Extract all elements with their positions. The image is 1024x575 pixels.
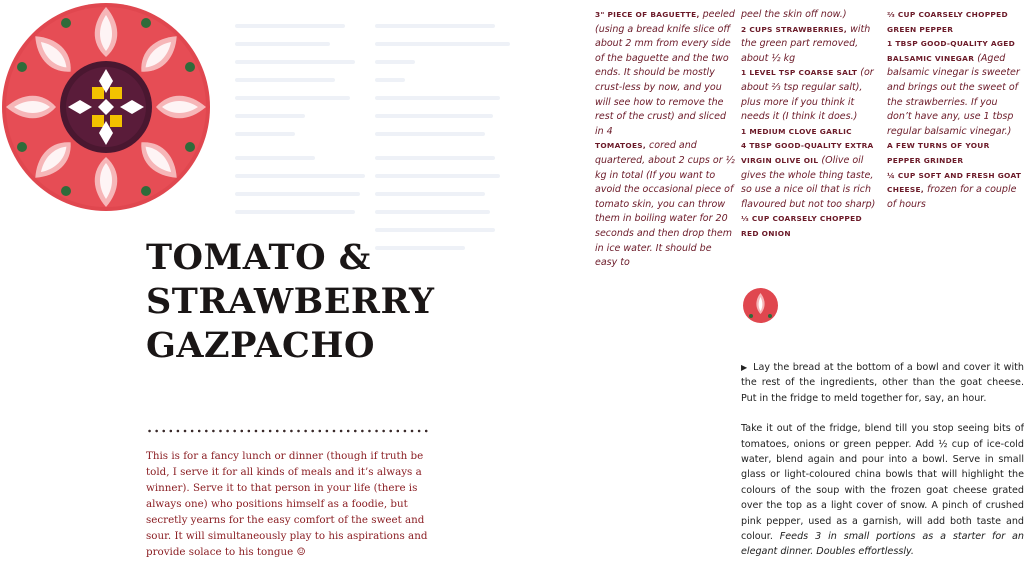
ingredient-item: peel the skin off now.)	[741, 9, 847, 20]
intro-paragraph: This is for a fancy lunch or dinner (though if truth be told, I serve it for all kinds of meals and it’s always a winner). Serve it to that person in your life (there is always one) who positions himself as a foodie, but secretly yearns for the easy comfort of the sweet and sour. It will simultaneously play to his aspirations and provide solace to his tongue ☺	[146, 450, 428, 558]
ingredient-item: 1 TBSP GOOD-QUALITY AGED BALSAMIC VINEGAR (Aged balsamic vinegar is sweeter and brings out the sweet of the strawberries. If you don’t have any, use 1 tbsp regular balsamic vinegar.)	[887, 39, 1020, 137]
ingredient-item: 4 TBSP GOOD-QUALITY EXTRA VIRGIN OLIVE OIL (Olive oil gives the whole thing taste, so use a nice oil that is rich flavoured but not too sharp)	[741, 141, 876, 210]
title-line-2: STRAWBERRY	[146, 281, 435, 322]
recipe-title	[146, 236, 434, 368]
ingredient-item: ⅔ CUP COARSELY CHOPPED GREEN PEPPER	[887, 10, 1008, 34]
dotted-divider	[146, 428, 431, 434]
strawberry-drop-icon	[742, 287, 779, 324]
ingredient-item: ¼ CUP SOFT AND FRESH GOAT CHEESE, frozen for a couple of hours	[887, 170, 1022, 210]
ingredient-item: ⅓ CUP COARSELY CHOPPED RED ONION	[741, 214, 862, 238]
ingredient-item: TOMATOES, cored and quartered, about 2 cups or ½ kg in total (If you want to avoid the occasional piece of tomato skin, you can throw them in boiling water for 20 seconds and then drop them in ice water. It should be easy to	[595, 140, 735, 269]
ingredient-item: A FEW TURNS OF YOUR PEPPER GRINDER	[887, 141, 990, 165]
method-text	[741, 360, 1024, 575]
ingredients-column-3	[887, 8, 1022, 212]
method-step-2: Take it out of the fridge, blend till you stop seeing bits of tomatoes, onions or green pepper. Add ½ cup of ice-cold water, blend again and pour into a bowl. Serve in small glass or light-coloured china bowls that will highlight the colours of the soup with the frozen goat cheese grated over the top as a light cover of snow. A pinch of crushed pink pepper, used as a garnish, will add both taste and colour. Feeds 3 in small portions as a starter for an elegant dinner. Doubles effortlessly.	[741, 423, 1024, 558]
title-line-1: TOMATO &	[146, 237, 371, 278]
ingredients-column-1	[595, 8, 735, 271]
ingredient-item: 1 MEDIUM CLOVE GARLIC	[741, 126, 852, 136]
title-line-3: GAZPACHO	[146, 325, 375, 366]
triangle-right-icon: ▶	[741, 363, 748, 372]
mandala-illustration	[0, 1, 212, 213]
ingredients-column-2	[741, 8, 881, 242]
ingredient-item: 1 LEVEL TSP COARSE SALT (or about ⅔ tsp regular salt), plus more if you think it needs it (I think it does.)	[741, 67, 874, 123]
ingredient-item: 2 CUPS STRAWBERRIES, with the green part removed, about ½ kg	[741, 23, 871, 64]
method-step-1: ▶ Lay the bread at the bottom of a bowl and cover it with the rest of the ingredients, other than the goat cheese. Put in the fridge to meld together for, say, an hour.	[741, 362, 1024, 404]
ingredient-item: 3" PIECE OF BAGUETTE, peeled (using a bread knife slice off about 2 mm from every side of the baguette and the two ends. It should be mostly crust-less by now, and you will see how to remove the rest of the crust) and sliced in 4	[595, 9, 735, 137]
